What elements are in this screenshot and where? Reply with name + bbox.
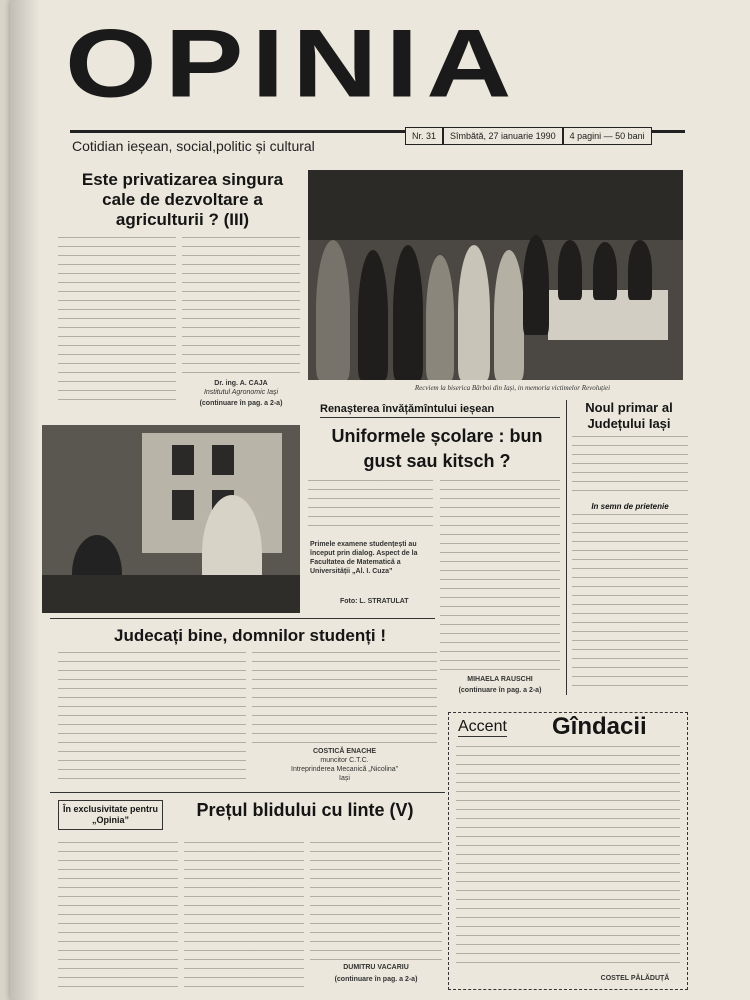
lentils-body-col2 — [184, 842, 304, 992]
photo-exams — [42, 425, 300, 613]
uniforms-continued: (continuare în pag. a 2-a) — [458, 687, 542, 694]
beetles-headline: Gîndacii — [552, 713, 647, 740]
lentils-headline: Prețul blidului cu linte (V) — [196, 800, 414, 820]
issue-date: Sîmbătă, 27 ianuarie 1990 — [443, 127, 563, 145]
section-rule-lentils — [50, 792, 445, 793]
masthead-title: OPINIA — [65, 9, 520, 119]
beetles-body — [456, 746, 680, 968]
uniforms-kicker: Renașterea învățămîntului ieșean — [320, 403, 560, 418]
students-author-role: muncitor C.T.C. — [320, 757, 369, 764]
students-body-col1 — [58, 652, 246, 782]
section-rule-students — [50, 618, 435, 619]
mayor-subhead: In semn de prietenie — [591, 502, 669, 511]
lentils-body-col1 — [58, 842, 178, 992]
agri-affiliation: Institutul Agronomic Iași — [203, 389, 279, 396]
column-rule-right — [566, 400, 567, 695]
page-fold-shadow — [10, 0, 40, 1000]
students-body-col2 — [252, 652, 437, 744]
students-headline: Judecați bine, domnilor studenți ! — [113, 626, 387, 645]
accent-label: Accent — [458, 718, 507, 735]
uniforms-headline: Uniformele școlare : bun gust sau kitsch ? — [331, 426, 543, 471]
students-author-city: Iași — [339, 775, 350, 782]
agri-headline: Este privatizarea singura cale de dezvoltare a agriculturii ? (III) — [81, 170, 284, 229]
agri-body-col1 — [58, 237, 176, 405]
uniforms-author: MIHAELA RAUSCHI — [467, 676, 533, 683]
mayor-body — [572, 436, 688, 498]
issue-info — [405, 127, 652, 145]
photo-exams-caption: Primele examene studențești au început prin dialog. Aspect de la Facultatea de Matematică a Universității „Al. I. Cuza” — [310, 541, 418, 575]
beetles-author: COSTEL PĂLĂDUȚĂ — [600, 975, 670, 982]
masthead-tagline: Cotidian ieșean, social,politic și cultural — [72, 138, 315, 154]
lentils-body-col3 — [310, 842, 442, 960]
uniforms-body-col2 — [440, 480, 560, 670]
students-author: COSTICĂ ENACHE — [312, 748, 376, 755]
photo-requiem-caption: Recviem la biserica Bărboi din Iași, in memoria victimelor Revoluției — [414, 384, 611, 392]
issue-pages-price: 4 pagini — 50 bani — [563, 127, 652, 145]
uniforms-body-col1 — [308, 480, 433, 528]
agri-author: Dr. ing. A. CAJA — [214, 380, 268, 387]
mayor-body-2 — [572, 514, 688, 690]
agri-continued: (continuare în pag. a 2-a) — [199, 400, 283, 407]
photo-requiem — [308, 170, 683, 380]
lentils-continued: (continuare în pag. a 2-a) — [334, 976, 418, 983]
newspaper-page — [10, 0, 750, 1000]
lentils-kicker: În exclusivitate pentru „Opinia” — [58, 800, 163, 830]
photo-exams-credit: Foto: L. STRATULAT — [340, 598, 409, 605]
lentils-author: DUMITRU VACARIU — [343, 964, 409, 971]
issue-number: Nr. 31 — [405, 127, 443, 145]
mayor-headline: Noul primar al Județului Iași — [585, 400, 673, 431]
agri-body-col2 — [182, 237, 300, 377]
students-author-affiliation: Intreprinderea Mecanică „Nicolina” — [291, 766, 398, 773]
